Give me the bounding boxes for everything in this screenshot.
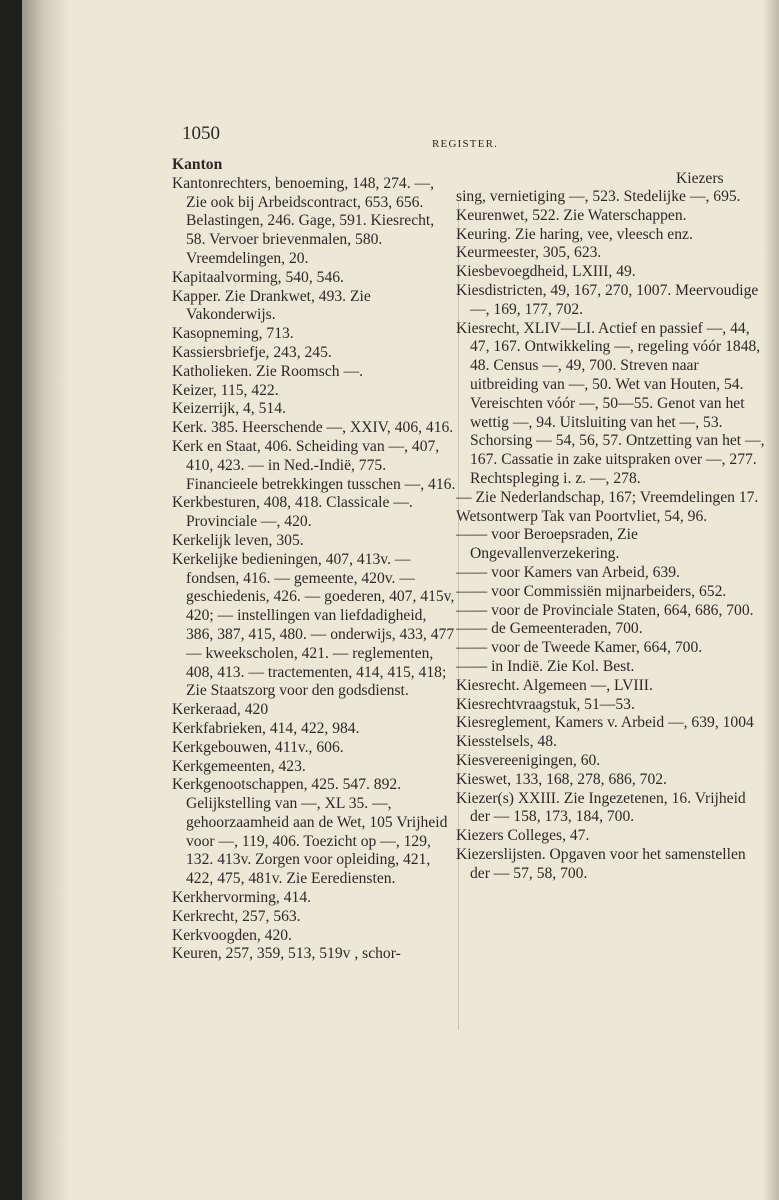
index-entry: Kiesrecht, XLIV—LI. Actief en passief —, 44, 47, 167. Ontwikkeling —, regeling vóór 1848, 48. Census —, 49, 700. Streven naar uitbreiding van —, 50. Wet van Houten, 54. Vereischten vóór —, 50—55. Genot van het wettig —, 94. Uitsluiting van het —, 53. Schorsing — 54, 56, 57. Ontzetting van het —, 167. Cassatie in zake uitspraken over —, 277. Rechtspleging i. z. —, 278. [456, 319, 765, 487]
section-heading: Kanton [172, 156, 223, 173]
index-entry: Kerkrecht, 257, 563. [172, 907, 301, 925]
index-entry: Kassiersbriefje, 243, 245. [172, 343, 332, 361]
index-entry: sing, vernietiging —, 523. Stedelijke —, 695. [456, 188, 741, 205]
index-entry: —— voor de Provinciale Staten, 664, 686, 700. [456, 601, 754, 619]
index-entry: Kiezers Colleges, 47. [456, 827, 590, 845]
left-entry-list [172, 175, 456, 964]
index-entry: Kerkvoogden, 420. [172, 926, 292, 944]
index-entry: Kiesrechtvraagstuk, 51—53. [456, 695, 635, 713]
index-entry: —— voor Kamers van Arbeid, 639. [456, 563, 680, 581]
index-entry: Katholieken. Zie Roomsch —. [172, 362, 363, 380]
right-column [456, 188, 768, 883]
index-entry: Kiezer(s) XXIII. Zie Ingezetenen, 16. Vrijheid der — 158, 173, 184, 700. [456, 789, 746, 826]
page-number: 1050 [182, 123, 220, 144]
index-entry: Keuren, 257, 359, 513, 519v , schor- [172, 945, 401, 963]
index-entry: Keurmeester, 305, 623. [456, 244, 602, 262]
index-entry: Kiesstelsels, 48. [456, 733, 557, 751]
index-entry: —— voor de Tweede Kamer, 664, 700. [456, 639, 703, 657]
index-entry: Kiesvereenigingen, 60. [456, 751, 601, 769]
index-entry: Kerkgebouwen, 411v., 606. [172, 738, 344, 756]
index-entry: Kerkelijke bedieningen, 407, 413v. — fondsen, 416. — gemeente, 420v. — geschiedenis, 426. — goederen, 407, 415v, 420; — instellingen van liefdadigheid, 386, 387, 415, 480. — onderwijs, 433, 477 — kweekscholen, 421. — reglementen, 408, 413. — tractementen, 414, 415, 418; Zie Staatszorg voor den godsdienst. [172, 550, 455, 700]
running-head: REGISTER. [432, 138, 499, 150]
index-entry: Keuring. Zie haring, vee, vleesch enz. [456, 225, 693, 243]
page-gutter-shadow [22, 0, 70, 1200]
index-entry: Kiesreglement, Kamers v. Arbeid —, 639, 1004 [456, 714, 754, 732]
index-entry: Kiesrecht. Algemeen —, LVIII. [456, 676, 653, 694]
index-entry: Kerkelijk leven, 305. [172, 531, 304, 549]
index-entry: Kantonrechters, benoeming, 148, 274. —, Zie ook bij Arbeidscontract, 653, 656. Belastingen, 246. Gage, 591. Kiesrecht, 58. Vervoer brievenmalen, 580. Vreemdelingen, 20. [172, 174, 435, 267]
index-entry: Kerkgemeenten, 423. [172, 757, 306, 775]
index-entry: —— de Gemeenteraden, 700. [456, 620, 643, 638]
index-entry: — Zie Nederlandschap, 167; Vreemdelingen 17. [456, 488, 759, 506]
index-entry: Keizer, 115, 422. [172, 381, 279, 399]
index-entry: Kerkhervorming, 414. [172, 889, 312, 907]
index-entry: Kerkbesturen, 408, 418. Classicale —. Provinciale —, 420. [172, 494, 413, 531]
catchword: Kiezers [676, 170, 724, 187]
index-entry: Kiesbevoegdheid, LXIII, 49. [456, 263, 636, 281]
index-entry: Kerkeraad, 420 [172, 701, 269, 719]
index-entry: Keurenwet, 522. Zie Waterschappen. [456, 206, 687, 224]
index-entry: Kerk. 385. Heerschende —, XXIV, 406, 416. [172, 419, 454, 437]
index-entry: Wetsontwerp Tak van Poortvliet, 54, 96. [456, 507, 708, 525]
index-entry: Kapitaalvorming, 540, 546. [172, 268, 344, 286]
right-entry-list [456, 188, 768, 883]
index-entry: Kerkgenootschappen, 425. 547. 892. Gelijkstelling van —, XL 35. —, gehoorzaamheid aan de Wet, 105 Vrijheid voor —, 119, 406. Toezicht op —, 129, 132. 413v. Zorgen voor opleiding, 421, 422, 475, 481v. Zie Eerediensten. [172, 776, 448, 888]
index-entry: Kiezerslijsten. Opgaven voor het samenstellen der — 57, 58, 700. [456, 845, 746, 882]
index-entry: Kerkfabrieken, 414, 422, 984. [172, 719, 360, 737]
index-entry: —— in Indië. Zie Kol. Best. [456, 657, 635, 675]
left-column [172, 156, 456, 964]
index-entry: Keizerrijk, 4, 514. [172, 400, 286, 418]
index-entry: Kapper. Zie Drankwet, 493. Zie Vakonderwijs. [172, 287, 371, 324]
index-entry: —— voor Beroepsraden, Zie Ongevallenverzekering. [456, 526, 638, 563]
index-entry: Kieswet, 133, 168, 278, 686, 702. [456, 770, 667, 788]
index-entry: —— voor Commissiën mijnarbeiders, 652. [456, 582, 727, 600]
index-entry: Kasopneming, 713. [172, 325, 294, 343]
index-entry: Kerk en Staat, 406. Scheiding van —, 407, 410, 423. — in Ned.-Indië, 775. Financieele betrekkingen tusschen —, 416. [172, 437, 456, 493]
index-entry: Kiesdistricten, 49, 167, 270, 1007. Meervoudige —, 169, 177, 702. [456, 281, 759, 318]
book-binding [0, 0, 22, 1200]
